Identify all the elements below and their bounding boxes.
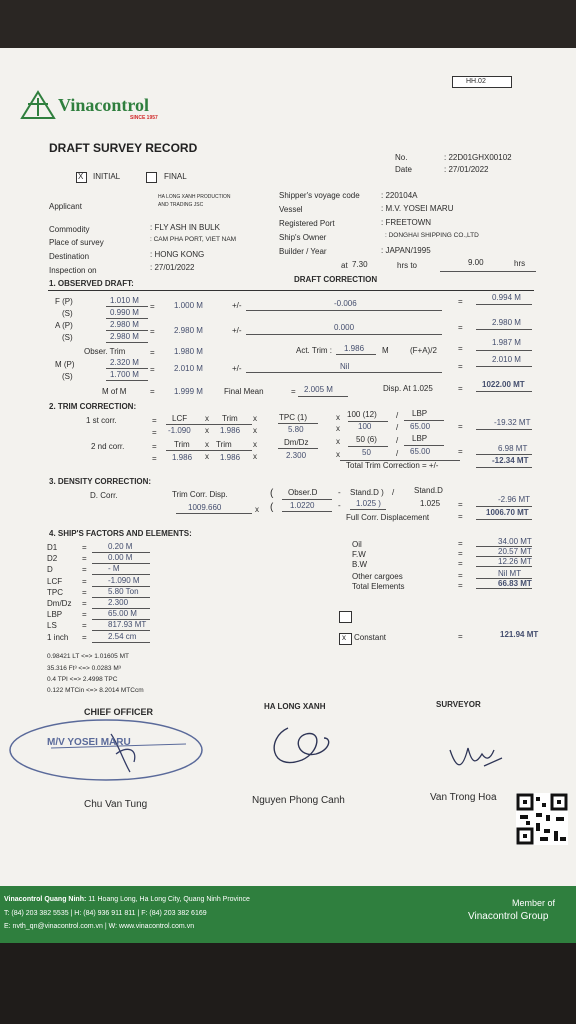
lbp2-header: LBP — [412, 434, 428, 443]
factor-label: D — [47, 565, 53, 575]
trim-header: Trim — [222, 414, 238, 423]
fs-label: (S) — [62, 309, 73, 318]
act-trim-value: 1.986 — [344, 344, 365, 353]
element-label: Other cargoes — [352, 572, 403, 581]
conversion-2: 35.316 Ft³ <=> 0.0283 M³ — [47, 665, 121, 672]
member-group: Vinacontrol Group — [468, 911, 549, 922]
constant-check-mark: x — [342, 633, 346, 642]
a-result-value: 2.980 M — [492, 318, 521, 327]
total-trim-label: Total Trim Correction = +/- — [346, 461, 439, 470]
fa2-result-value: 1.987 M — [492, 338, 521, 347]
vessel-label: Vessel — [279, 205, 303, 214]
element-underline — [476, 566, 532, 567]
obser-d-label: Obser.D — [288, 488, 318, 497]
f-mean-value: 1.000 M — [174, 301, 203, 310]
applicant-line2: AND TRADING JSC — [158, 202, 204, 208]
factor-value: 65.00 M — [108, 609, 137, 619]
date-value: : 27/01/2022 — [444, 165, 489, 174]
builder-label: Builder / Year — [279, 247, 327, 256]
owner-value: : DONGHAI SHIPPING CO.,LTD — [385, 232, 479, 239]
lbp2-value: 65.00 — [410, 447, 431, 456]
factor-label: LS — [47, 621, 57, 631]
lbp-header: LBP — [412, 409, 428, 418]
d-corr-label: D. Corr. — [90, 491, 118, 500]
m-corr-value: Nil — [340, 362, 350, 371]
factor-label: 1 inch — [47, 632, 69, 642]
obser-d-value: 1.0220 — [290, 501, 315, 510]
obser-trim-value: 1.980 M — [174, 347, 203, 356]
factor-value: -1.090 M — [108, 575, 140, 585]
pm-f: +/- — [232, 301, 242, 310]
ms-label: (S) — [62, 372, 73, 381]
final-checkbox[interactable] — [146, 172, 157, 183]
a-corr-value: 0.000 — [334, 323, 355, 332]
ap-value: 2.980 M — [110, 320, 139, 329]
vessel-value: : M.V. YOSEI MARU — [381, 204, 454, 213]
first-corr-label: 1 st corr. — [86, 416, 117, 425]
conversion-3: 0.4 TPI <=> 2.4998 TPC — [47, 676, 118, 683]
factor-equals: = — [82, 632, 87, 642]
fs-value: 0.990 M — [110, 308, 139, 317]
dmdz-value: 2.300 — [286, 451, 307, 460]
member-of-label: Member of — [512, 898, 556, 908]
factor-value: 0.20 M — [108, 542, 133, 551]
element-value: 34.00 MT — [498, 537, 532, 546]
builder-value: : JAPAN/1995 — [381, 246, 431, 255]
factor-label: LCF — [47, 576, 63, 586]
element-value: 66.83 MT — [498, 579, 532, 588]
final-label: FINAL — [164, 172, 187, 181]
mofm-label: M of M — [102, 387, 127, 396]
footer-address: 11 Hoang Long, Ha Long City, Quang Ninh Province — [88, 896, 250, 903]
inspection-label: Inspection on — [49, 266, 97, 275]
vinacontrol-logo-icon — [20, 90, 56, 120]
m-mean-value: 2.010 M — [174, 364, 203, 373]
to-value: 9.00 — [468, 258, 484, 267]
hrs-label: hrs — [514, 259, 526, 268]
company-signature-icon — [262, 716, 342, 776]
place-value: : CAM PHA PORT, VIET NAM — [150, 236, 237, 243]
initial-check-mark: X — [78, 172, 84, 181]
a-mean-value: 2.980 M — [174, 326, 203, 335]
trim-corr-disp-value: 1009.660 — [188, 503, 222, 512]
initial-label: INITIAL — [93, 172, 121, 181]
commodity-value: : FLY ASH IN BULK — [150, 223, 220, 232]
trim2b-header: Trim — [216, 440, 232, 449]
brand-since: SINCE 1957 — [130, 115, 158, 121]
d-corr-result: -2.96 MT — [498, 495, 531, 504]
footer-phones: T: (84) 203 382 5535 | H: (84) 936 911 811 | F: (84) 203 382 6169 — [4, 910, 207, 917]
destination-value: : HONG KONG — [150, 250, 205, 259]
at-label: at — [341, 261, 348, 270]
factor-equals: = — [82, 554, 87, 564]
total-trim-value: -12.34 MT — [492, 456, 529, 465]
hrs-to-label: hrs to — [397, 261, 418, 270]
factor-value: 2.54 cm — [108, 631, 137, 641]
obser-trim-label: Obser. Trim — [84, 347, 126, 356]
unchecked-box[interactable] — [339, 611, 352, 623]
pm-a: +/- — [232, 326, 242, 335]
trim2-header: Trim — [174, 440, 190, 449]
factor-value: 5.80 Ton — [108, 586, 139, 596]
fifty6-header: 50 (6) — [356, 435, 377, 444]
factor-value: - M — [108, 564, 120, 574]
factor-equals: = — [82, 565, 87, 575]
element-equals: = — [458, 549, 463, 558]
surveyor-heading: SURVEYOR — [436, 700, 481, 709]
element-equals: = — [458, 539, 463, 548]
footer — [0, 886, 576, 943]
fp-label: F (P) — [55, 297, 73, 306]
factor-equals: = — [82, 576, 87, 586]
mp-value: 2.320 M — [110, 358, 139, 367]
stand-d-number: 1.025 ) — [356, 499, 381, 508]
second-corr-label: 2 nd corr. — [91, 442, 125, 451]
element-value: 20.57 MT — [498, 547, 532, 556]
c1-result-value: -19.32 MT — [494, 418, 531, 427]
element-underline — [476, 588, 532, 589]
factor-label: LBP — [47, 610, 63, 620]
table-surface — [0, 943, 576, 1024]
lcf-value: -1.090 — [168, 426, 191, 435]
trim2-value: 1.986 — [172, 453, 193, 462]
fp-value: 1.010 M — [110, 296, 139, 305]
c2-result-value: 6.98 MT — [498, 444, 528, 453]
ms-value: 1.700 M — [110, 370, 139, 379]
factor-value: 2.300 — [108, 598, 129, 607]
tpc-value: 5.80 — [288, 425, 304, 434]
destination-label: Destination — [49, 252, 90, 261]
lcf-header: LCF — [172, 414, 188, 423]
port-value: : FREETOWN — [381, 218, 432, 227]
chief-name: Chu Van Tung — [84, 799, 148, 810]
element-equals: = — [458, 571, 463, 580]
act-trim-label: Act. Trim : — [296, 346, 332, 355]
factor-label: Dm/Dz — [47, 599, 72, 608]
final-mean-label: Final Mean — [224, 387, 264, 396]
document-page: HH.02 Vinacontrol SINCE 1957 DRAFT SURVEY RECORD No. : 22D01GHX00102 Date : 27/01/2022 X INITIAL FINAL Applicant HA LONG XANH PRODUCTION AND TRADING JSC Commodity : FLY ASH IN BULK Place of survey : CAM PHA PORT, VIET NAM Destination : HONG KONG Inspection on : 27/01/2022 Shipper's voyage code : 220104A Vessel : M.V. YOSEI MARU Registered Port : FREETOWN Ship's Owner : DONGHAI SHIPPING CO.,LTD Builder / Year : JAPAN/1995 at 7.30 hrs to 9.00 hrs 1. OBSERVED DRAFT: DRAFT CORRECTION F (P) (S) A (P) (S) Obser. Trim M (P) (S) M of M 1.010 M 0.990 M 2.980 M 2.980 M 2.320 M 1.700 M = = = = = 1.000 M 2.980 M 1.980 M 2.010 M 1.999 M +/- +/- +/- -0.006 0.000 Nil Act. Trim : 1.986 M (F+A)/2 = = = = 0.994 M 2.980 M 1.987 M 2.010 M Final Mean = 2.005 M Disp. At 1.025 = 1022.00 MT 2. TRIM CORRECTION: 1 st corr. 2 nd corr. = = = = LCF x Trim x TPC (1) x 100 (12) / LBP -1.090 x 1.986 x 5.80 x 100 / 65.00 = -19.32 MT Trim x Trim x Dm/Dz x 50 (6) / LBP 1.986 x 1.986 x 2.300 x 50 / 65.00 = 6.98 MT Total Trim Correction = +/- -12.34 MT 3. DENSITY CORRECTION: D. Corr. Trim Corr. Disp. 1009.660 x ( Obser.D ( 1.0220 - Stand.D ) / - 1.025 ) Stand.D 1.025 = -2.96 MT Full Corr. Displacement = 1006.70 MT 4. SHIP'S FACTORS AND ELEMENTS: D1 = 0.20 M D2 = 0.00 M D = - M LCF = -1.090 M TPC = 5.80 Ton Dm/Dz = 2.300 LBP = 65.00 M LS = 817.93 MT 1 inch = 2.54 cm 0.98421 LT <=> 1.01605 MT 35.316 Ft³ <=> 0.0283 M³ 0.4 TPI <=> 2.4998 TPC 0.122 MTCin <=> 8.2014 MTCcm Oil = 34.00 MT F.W = 20.57 MT B.W = 12.26 MT Other cargoes = Nil MT Total Elements = 66.83 MT x Constant = 121.94 MT CHIEF OFFICER HA LONG XANH SURVEYOR M/V YOSEI MARU Chu Van Tung Nguyen Phong Canh Van Trong Hoa Vinacontrol Quang Ninh: 11 Hoang Long, Ha Long City, Quang Ninh Province T: (84) 203 382 5535 | H: (84) 936 911 811 | F: (84) 203 382 6169 E: nvth_qn@vinacontrol.com.vn | W: www.vinacontrol.com.vn Member of Vinacontrol Group — [0, 48, 576, 943]
section-ship-factors: 4. SHIP'S FACTORS AND ELEMENTS: — [49, 529, 192, 538]
factor-value: 817.93 MT — [108, 620, 147, 630]
surveyor-name: Van Trong Hoa — [430, 792, 497, 803]
factor-equals: = — [82, 599, 87, 608]
no-label: No. — [395, 153, 408, 162]
as-label: (S) — [62, 333, 73, 342]
act-trim-unit: M — [382, 346, 389, 355]
element-label: F.W — [352, 550, 366, 559]
applicant-label: Applicant — [49, 202, 82, 211]
ap-label: A (P) — [55, 321, 73, 330]
stand-d2-label: Stand.D — [414, 486, 443, 495]
section-trim-correction: 2. TRIM CORRECTION: — [49, 402, 137, 411]
voyage-value: : 220104A — [381, 191, 418, 200]
factor-label: D2 — [47, 554, 58, 564]
voyage-label: Shipper's voyage code — [279, 191, 360, 200]
port-label: Registered Port — [279, 219, 335, 228]
section-density-correction: 3. DENSITY CORRECTION: — [49, 477, 152, 486]
commodity-label: Commodity — [49, 225, 90, 234]
trim-corr-disp-label: Trim Corr. Disp. — [172, 490, 228, 499]
element-label: Oil — [352, 540, 362, 549]
doc-ref: HH.02 — [466, 78, 486, 85]
full-corr-value: 1006.70 MT — [486, 508, 529, 517]
trim-value: 1.986 — [220, 426, 241, 435]
constant-value: 121.94 MT — [500, 630, 539, 639]
fa2-label: (F+A)/2 — [410, 346, 437, 355]
factor-equals: = — [82, 543, 87, 552]
date-label: Date — [395, 165, 412, 174]
surveyor-signature-icon — [446, 738, 506, 774]
owner-label: Ship's Owner — [279, 233, 327, 242]
place-label: Place of survey — [49, 238, 104, 247]
mofm-value: 1.999 M — [174, 387, 203, 396]
company-rep-name: Nguyen Phong Canh — [252, 795, 345, 806]
ship-stamp-icon — [6, 716, 206, 788]
element-label: Total Elements — [352, 582, 405, 591]
chief-officer-heading: CHIEF OFFICER — [84, 707, 153, 717]
inspection-value: : 27/01/2022 — [150, 263, 195, 272]
element-value: 12.26 MT — [498, 557, 532, 566]
element-equals: = — [458, 581, 463, 590]
disp-value: 1022.00 MT — [482, 380, 525, 389]
stand-d2-value: 1.025 — [420, 499, 441, 508]
element-equals: = — [458, 559, 463, 568]
footer-office: Vinacontrol Quang Ninh: — [4, 896, 87, 903]
f-result-value: 0.994 M — [492, 293, 521, 302]
footer-contact: E: nvth_qn@vinacontrol.com.vn | W: www.vinacontrol.com.vn — [4, 923, 195, 930]
stand-d-label: Stand.D ) — [350, 488, 384, 497]
pm-m: +/- — [232, 364, 242, 373]
lbp-value: 65.00 — [410, 422, 431, 431]
qr-code-icon[interactable] — [516, 793, 568, 845]
draft-correction-heading: DRAFT CORRECTION — [294, 275, 378, 284]
constant-label: Constant — [354, 633, 387, 642]
mp-label: M (P) — [55, 360, 75, 369]
trim2b-value: 1.986 — [220, 453, 241, 462]
no-value: : 22D01GHX00102 — [444, 153, 512, 162]
hundred12-header: 100 (12) — [347, 410, 377, 419]
full-corr-label: Full Corr. Displacement — [346, 513, 430, 522]
section-observed-draft: 1. OBSERVED DRAFT: — [49, 279, 134, 288]
stamp-text: M/V YOSEI MARU — [47, 737, 131, 748]
at-value: 7.30 — [352, 260, 368, 269]
m-result-value: 2.010 M — [492, 355, 521, 364]
element-value: Nil MT — [498, 569, 522, 578]
hundred-value: 100 — [358, 422, 372, 431]
factor-label: TPC — [47, 587, 63, 597]
factor-equals: = — [82, 621, 87, 631]
factor-equals: = — [82, 587, 87, 597]
disp-label: Disp. At 1.025 — [383, 384, 433, 393]
final-mean-value: 2.005 M — [304, 385, 333, 394]
page-title: DRAFT SURVEY RECORD — [49, 141, 198, 155]
factor-label: D1 — [47, 543, 58, 552]
conversion-1: 0.98421 LT <=> 1.01605 MT — [47, 653, 129, 660]
conversion-4: 0.122 MTCin <=> 8.2014 MTCcm — [47, 687, 144, 694]
f-corr-value: -0.006 — [334, 299, 357, 308]
dmdz-header: Dm/Dz — [284, 438, 309, 447]
element-label: B.W — [352, 560, 368, 569]
fifty-value: 50 — [362, 448, 371, 457]
applicant-line1: HA LONG XANH PRODUCTION — [158, 194, 231, 200]
company-heading: HA LONG XANH — [264, 702, 326, 711]
factor-equals: = — [82, 610, 87, 620]
tpc-header: TPC (1) — [279, 413, 307, 422]
brand-name: Vinacontrol — [58, 95, 150, 115]
factor-underline — [92, 642, 150, 643]
factor-underline — [92, 563, 150, 564]
as-value: 2.980 M — [110, 332, 139, 341]
factor-value: 0.00 M — [108, 553, 133, 563]
